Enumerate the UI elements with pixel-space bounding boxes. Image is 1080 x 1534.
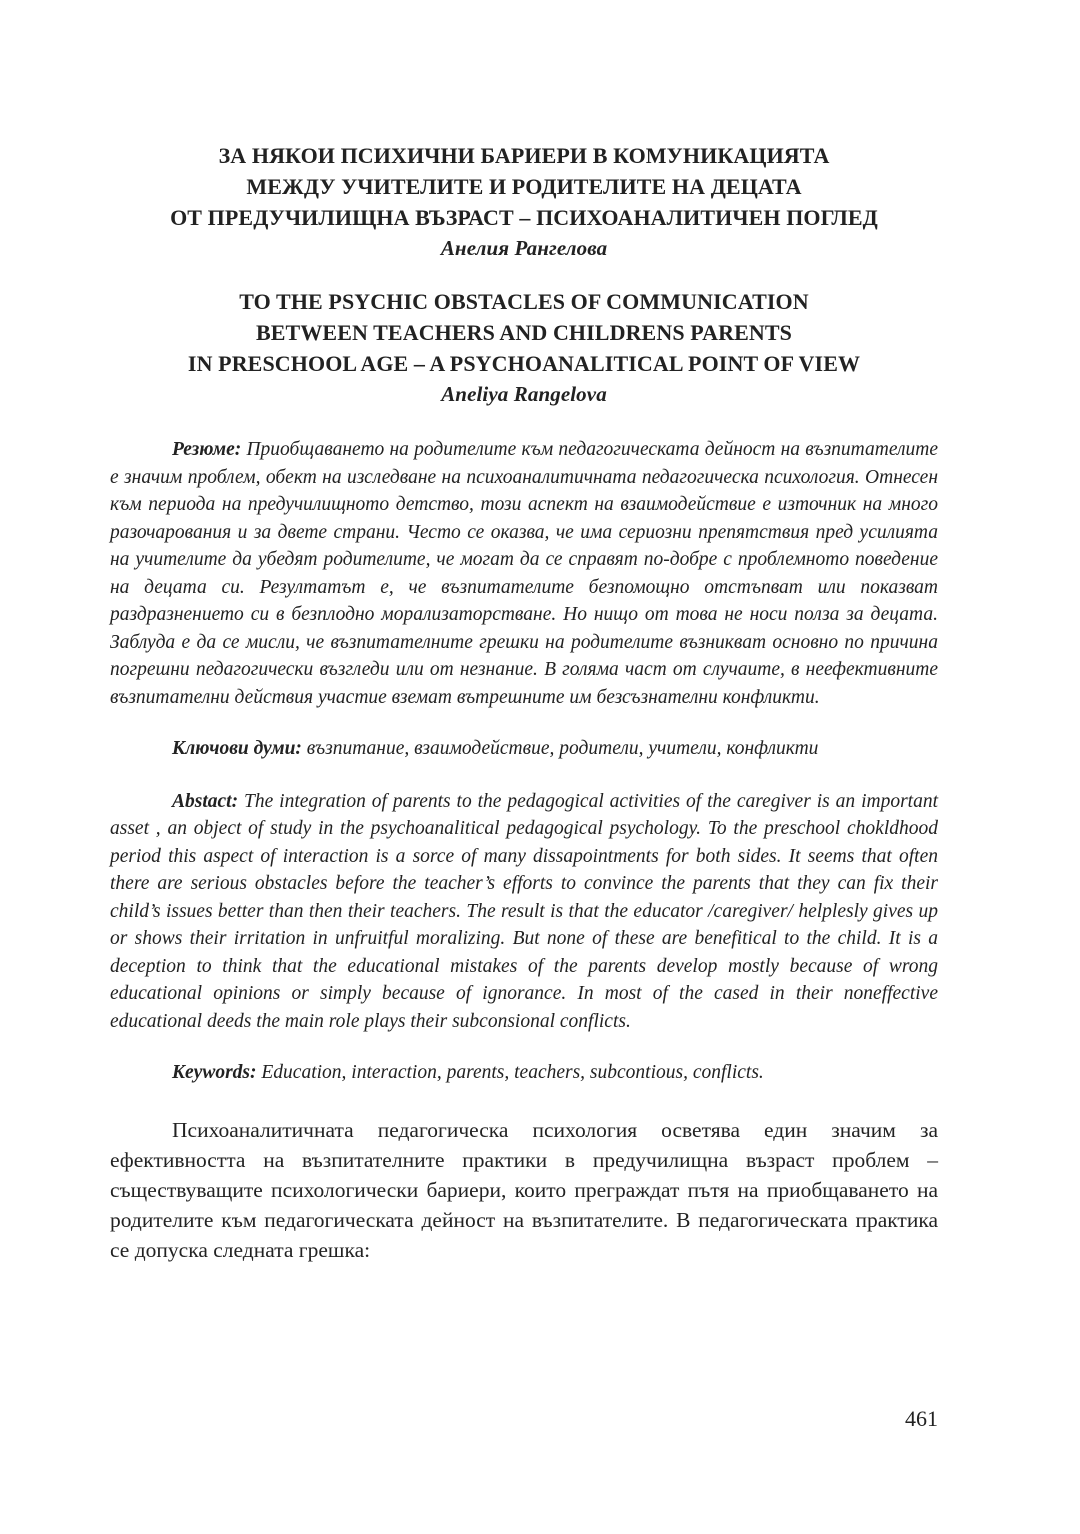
keywords-en-text: Education, interaction, parents, teachers, subcontious, conflicts. — [256, 1062, 764, 1083]
title-bg-line-2: МЕЖДУ УЧИТЕЛИТЕ И РОДИТЕЛИТЕ НА ДЕЦАТА — [246, 174, 802, 199]
title-en-line-1: TO THE PSYCHIC OBSTACLES OF COMMUNICATION — [239, 289, 809, 314]
abstract-en-paragraph — [110, 788, 938, 1036]
title-bg-line-1: ЗА НЯКОИ ПСИХИЧНИ БАРИЕРИ В КОМУНИКАЦИЯТА — [218, 143, 830, 168]
keywords-bg-paragraph — [110, 735, 938, 763]
keywords-bg-label: Ключови думи: — [172, 738, 302, 759]
abstract-en-label: Abstact: — [172, 790, 239, 812]
author-en: Aneliya Rangelova — [441, 382, 607, 406]
keywords-en-paragraph — [110, 1059, 938, 1087]
keywords-en-label: Keywords: — [172, 1062, 257, 1083]
title-bg-line-3: ОТ ПРЕДУЧИЛИЩНА ВЪЗРАСТ – ПСИХОАНАЛИТИЧЕН ПОГЛЕД — [170, 205, 878, 230]
article-page — [110, 140, 938, 1265]
abstract-en-text: The integration of parents to the pedagogical activities of the caregiver is an important asset , an object of study in the psychoanalitical pedagogical psychology. To the preschool chokldhood period this aspect of interaction is a sorce of many dissapointments for both sides. It seems that often there are serious obstacles before the teacher’s efforts to convince the parents that they can fix their child’s issues better than then their teachers. The result is that the educator /caregiver/ helplesly gives up or shows their irritation in unfruitful moralizing. But none of these are benefitical to the child. It is a deception to think that the educational mistakes of the parents develop mostly because of wrong educational opinions or simply because of ignorance. In most of the cased in their noneffective educational deeds the main role plays their subconsional conflicts. — [110, 790, 938, 1032]
title-bg — [110, 140, 938, 264]
title-en-line-2: BETWEEN TEACHERS AND CHILDRENS PARENTS — [256, 320, 792, 345]
resume-paragraph — [110, 436, 938, 711]
page-number: 461 — [905, 1406, 938, 1431]
resume-text: Приобщаването на родителите към педагогическата дейност на възпитателите е значим проблем, обект на изследване на психоаналитичната педагогическа психология. Отнесен към периода на предучилищното детство, този аспект на взаимодействие е източник на много разочарования и за двете страни. Често се оказва, че има сериозни препятствия пред усилията на учителите да убедят родителите, че могат да се справят по-добре с проблемното поведение на децата си. Резултатът е, че възпитателите безпомощно отстъпват или показват раздразнението си в безплодно морализаторстване. Но нищо от това не носи полза за децата. Заблуда е да се мисли, че възпитателните грешки на родителите възникват основно по причина погрешни педагогически възгледи или от незнание. В голяма част от случаите, в неефективните възпитателни действия участие вземат вътрешните им безсъзнателни конфликти. — [110, 439, 938, 708]
title-en-line-3: IN PRESCHOOL AGE – A PSYCHOANALITICAL POINT OF VIEW — [187, 351, 861, 376]
resume-label: Резюме: — [172, 439, 242, 460]
author-bg: Анелия Рангелова — [440, 236, 608, 260]
body-paragraph-1: Психоаналитичната педагогическа психология осветява един значим за ефективността на възпитателните практики в предучилищна възраст проблем – съществуващите психологически бариери, които преграждат пътя на приобщаването на родителите към педагогическата дейност на възпитателите. В педагогическата практика се допуска следната грешка: — [110, 1117, 938, 1262]
keywords-bg-text: възпитание, взаимодействие, родители, учители, конфликти — [301, 738, 819, 759]
title-en — [110, 286, 938, 410]
